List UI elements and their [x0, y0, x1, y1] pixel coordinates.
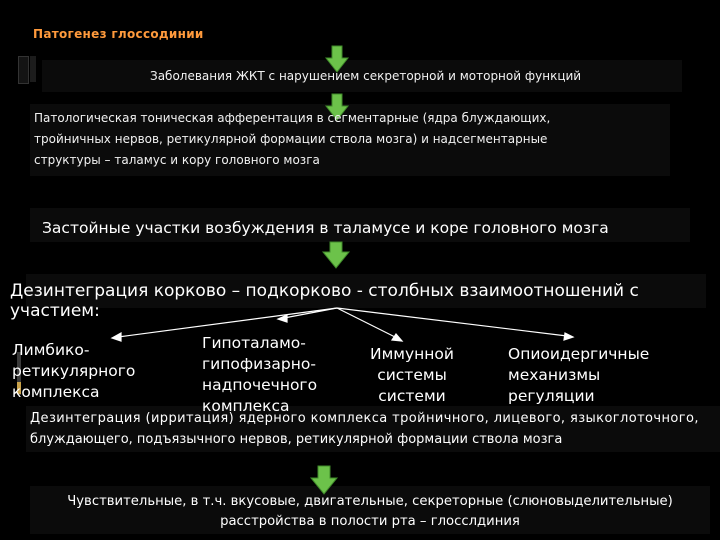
- node-line: Иммунной: [370, 345, 454, 363]
- node-line: механизмы: [508, 366, 601, 384]
- node-line: Лимбико-: [12, 341, 90, 359]
- block-3-text: Застойные участки возбуждения в таламусе и коре головного мозга: [42, 219, 609, 237]
- node-limbic: [12, 340, 135, 403]
- block-5-line: блуждающего, подъязычного нервов, ретикулярной формации ствола мозга: [30, 432, 563, 447]
- arrow-down-icon: [323, 242, 349, 268]
- node-line: комплекса: [202, 397, 290, 415]
- node-hypothalamic: [202, 333, 317, 417]
- node-opioid: [508, 344, 649, 407]
- node-line: Гипоталамо-: [202, 334, 306, 352]
- block-6-line: расстройства в полости рта – глосслдиния: [220, 514, 520, 529]
- block-2-line: структуры – таламус и кору головного мозга: [34, 153, 320, 167]
- node-line: комплекса: [12, 383, 100, 401]
- node-immune: [366, 344, 458, 407]
- block-5-text: [30, 408, 720, 450]
- block-4-text: Дезинтеграция корково – подкорково - столбных взаимоотношений с участием:: [10, 281, 639, 321]
- node-line: системы: [377, 366, 447, 384]
- node-line: регуляции: [508, 387, 595, 405]
- node-line: системи: [378, 387, 446, 405]
- block-2-line: Патологическая тоническая афферентация в сегментарные (ядра блуждающих,: [34, 111, 551, 125]
- arrow-down-icon: [311, 466, 337, 494]
- slide-title: Патогенез глоссодинии: [33, 27, 204, 41]
- node-line: ретикулярного: [12, 362, 136, 380]
- block-2-line: тройничных нервов, ретикулярной формации ствола мозга) и надсегментарные: [34, 132, 548, 146]
- node-line: гипофизарно-: [202, 355, 316, 373]
- block-6-text: [30, 492, 710, 532]
- node-line: надпочечного: [202, 376, 318, 394]
- block-6-line: Чувствительные, в т.ч. вкусовые, двигательные, секреторные (слюновыделительные): [67, 494, 673, 509]
- block-5-line: Дезинтеграция (ирритация) ядерного комплекса тройничного, лицевого, языкоглоточного,: [30, 411, 699, 426]
- block-2-text: [34, 108, 550, 171]
- block-1-text: Заболевания ЖКТ с нарушением секреторной и моторной функций: [150, 69, 582, 83]
- node-line: Опиоидергичные: [508, 345, 650, 363]
